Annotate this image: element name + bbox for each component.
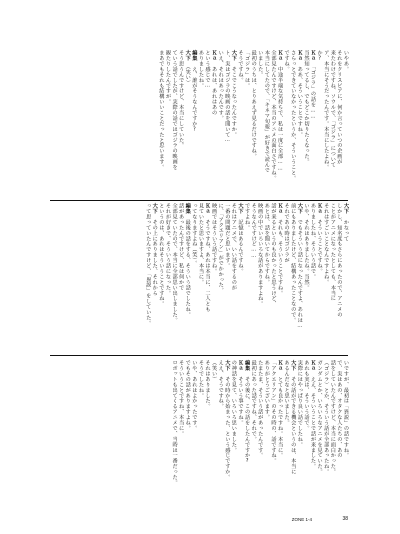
dialogue-text: そうなんですけど…… — [250, 203, 257, 260]
dialogue-text: いや、それはありましたね。当然。 — [303, 203, 310, 291]
dialogue-text: 「ゴジラ」の話を…… — [310, 66, 317, 120]
text-line — [171, 360, 177, 510]
text-line — [290, 203, 296, 351]
dialogue-text: という感じで… — [204, 50, 211, 89]
text-line — [342, 203, 348, 351]
text-line — [184, 360, 190, 510]
dialogue-text: そういう事ですね。 — [237, 376, 244, 426]
text-line — [316, 50, 322, 198]
dialogue-text: ええ、そうですね。 — [217, 360, 224, 410]
text-line — [283, 50, 289, 198]
text-line — [263, 360, 269, 510]
text-line — [296, 50, 302, 198]
text-line — [276, 360, 282, 510]
dialogue-text: 話があったんですけど、私は何かで — [178, 203, 185, 291]
dialogue-text: ありましたね。 — [197, 50, 204, 89]
text-line — [158, 50, 164, 198]
text-line — [237, 360, 243, 510]
text-line — [336, 50, 342, 198]
dialogue-text: ありがとうございます。 — [263, 360, 270, 420]
text-line — [257, 203, 263, 351]
dialogue-text: とても良かったですね。本当に。 — [277, 376, 284, 459]
dialogue-text: 映画の中でいろいろな話がありますよね。 — [257, 203, 264, 307]
dialogue-text: 観たりしたんですが。 — [164, 50, 171, 105]
text-line — [316, 203, 322, 351]
text-line — [244, 203, 250, 351]
dialogue-text: 最初にあった話ですね、それで。 — [250, 360, 257, 442]
dialogue-text: いや、あれはよかったです。 — [191, 360, 198, 431]
dialogue-text: しかし、知名度もさらにあったので、アニメの — [336, 203, 343, 318]
dialogue-text: その時から始まった、という感じですか。 — [224, 376, 231, 480]
text-line — [303, 203, 309, 351]
dialogue-text: （ゴジラ）とか、そういう話が全部あったね。 — [323, 360, 330, 475]
text-line — [191, 50, 197, 198]
vertical-text-columns — [50, 50, 348, 198]
text-line — [204, 50, 210, 198]
dialogue-text: 来たわけですね、ソウルで、「ゴジラ」について — [329, 50, 336, 168]
dialogue-text: あれは、あれはあの — [211, 66, 218, 116]
text-line — [316, 360, 322, 510]
text-line — [217, 360, 223, 510]
interview-band-top — [50, 50, 348, 198]
speaker-label: Ｋａ — [296, 50, 303, 61]
interview-band-bottom — [50, 360, 348, 510]
text-line — [276, 203, 282, 351]
text-line — [250, 360, 256, 510]
dialogue-text: ありましたね、そういう話で。 — [310, 203, 317, 280]
dialogue-text: その後に、この話をしたんですか? — [244, 376, 251, 465]
dialogue-text: ことがアニメになったとしても、本当に — [329, 203, 336, 302]
text-line — [309, 50, 315, 198]
text-line — [184, 203, 190, 351]
dialogue-text: 一番の問題だと思います。 — [224, 203, 231, 269]
text-line — [204, 203, 210, 351]
dialogue-text: 最後の話をする、そういう話でしたね。 — [184, 219, 191, 318]
text-line — [329, 203, 335, 351]
text-line — [191, 203, 197, 351]
text-line — [230, 203, 236, 351]
page-number: 38 — [342, 516, 348, 522]
dialogue-text: あとは、話を聞いてからですね。 — [263, 203, 270, 285]
text-line — [290, 360, 296, 510]
text-line — [323, 203, 329, 351]
text-line — [164, 203, 170, 351]
speaker-label: 大下 — [230, 50, 237, 61]
dialogue-text: というのは、あれはそういうことですね。 — [158, 203, 165, 307]
dialogue-text: いやあ。 — [343, 50, 349, 72]
text-line — [230, 50, 236, 198]
dialogue-text: それはすごいことなんですよね。 — [323, 203, 330, 285]
dialogue-text: 最初のうちは、とりあえず見るだけですね。 — [250, 50, 257, 159]
dialogue-text: それはアニメで、いい話をするのが — [230, 203, 237, 291]
speaker-label: 大下 — [290, 360, 297, 371]
text-line — [145, 203, 151, 351]
text-line — [336, 360, 342, 510]
dialogue-text: それはありました。 — [204, 360, 211, 410]
dialogue-text: って思っていたんですけど、「異説」をしていた。 — [145, 203, 152, 326]
dialogue-text: 当然知ってるし、でもどこか切りたくなった。 — [303, 50, 310, 165]
text-line — [283, 203, 289, 351]
text-line — [329, 50, 335, 198]
text-line — [323, 50, 329, 198]
dialogue-text: それが好きで、そういう話になった。 — [164, 203, 171, 296]
text-line — [270, 360, 276, 510]
dialogue-text: その話ができる機会というのは、本当に — [290, 376, 297, 475]
text-line — [184, 50, 190, 198]
dialogue-text: 「ゴジラ」は。 — [244, 50, 251, 89]
text-line — [329, 360, 335, 510]
dialogue-text: 「アクエリアン」のその時の、話ですね。 — [270, 360, 277, 464]
text-line — [263, 50, 269, 198]
speaker-label: 大下 — [224, 360, 231, 371]
dialogue-text: 中途半端な気持ちで、私は一度に全部…… — [277, 66, 284, 172]
dialogue-text: いですが、最初は「異説」の話ですね。 — [343, 360, 349, 459]
dialogue-text: ですね。 — [283, 50, 290, 72]
dialogue-text: そうでしたね。 — [197, 360, 204, 399]
dialogue-text: ガンダムとか、いろいろなアニメを見ていた。 — [316, 360, 323, 475]
dialogue-text: か? — [316, 50, 323, 62]
text-line — [270, 50, 276, 198]
dialogue-text: 映画ではそういう話ですね。 — [211, 203, 218, 274]
speaker-label: 編集 — [191, 50, 198, 61]
text-line — [191, 360, 197, 510]
text-line — [164, 50, 170, 198]
text-line — [237, 203, 243, 351]
text-line — [237, 50, 243, 198]
text-line — [178, 203, 184, 351]
speaker-label: Ｋａ — [310, 50, 317, 61]
speaker-label: Ｋａ — [310, 360, 317, 371]
vertical-text-columns — [50, 360, 348, 510]
dialogue-text: ロボットも出てくるアニメで、当時は一番だった。 — [171, 360, 178, 486]
dialogue-text: ていう話でしたが、実際の話ではゴジラの映画を — [171, 50, 178, 170]
text-line — [158, 203, 164, 351]
dialogue-text: 記憶はあるんですね。 — [237, 219, 244, 274]
text-line — [303, 360, 309, 510]
speaker-label: Ｋａ — [277, 360, 284, 371]
text-line — [250, 50, 256, 198]
page-footer — [50, 515, 348, 525]
dialogue-text: で、実はあの、オタクな人たちの、あの — [336, 360, 343, 459]
dialogue-text: 全部見ていたので、本当に全部思い出しました。 — [171, 203, 178, 323]
dialogue-text: その上にありました、それから — [151, 219, 158, 296]
text-line — [230, 360, 236, 510]
speaker-label: Ｋａ — [237, 360, 244, 371]
speaker-label: Ｋａ — [277, 50, 284, 61]
dialogue-text: さらっとできていなかったというか、そういうこと。 — [290, 50, 297, 181]
dialogue-text: ええ、そういうことで話が来ました。 — [310, 376, 317, 470]
text-line — [342, 50, 348, 198]
speaker-label: Ｋａ — [211, 50, 218, 61]
dialogue-text: それであの時はゴジラが — [283, 203, 290, 263]
text-line — [290, 50, 296, 198]
dialogue-text: ト、実はゴジラの映画の話を聞いて… — [224, 50, 231, 144]
text-line — [250, 203, 256, 351]
text-line — [342, 360, 348, 510]
text-line — [296, 360, 302, 510]
text-line — [211, 203, 217, 351]
dialogue-text: （笑い） — [184, 66, 191, 86]
text-line — [270, 203, 276, 351]
text-line — [309, 203, 315, 351]
dialogue-text: あれも実は、そういう話で。 — [303, 360, 310, 431]
dialogue-text: そこでこうなったんですか。 — [230, 66, 237, 138]
text-line — [224, 360, 230, 510]
dialogue-text: ってなりますよね（笑）。 — [191, 203, 198, 266]
text-line — [276, 50, 282, 198]
dialogue-text: 見ていたと思いますよ、本当に。 — [197, 203, 204, 285]
dialogue-text: ア、本当にそうだったんです。本当にしたよね。 — [323, 50, 330, 170]
text-line — [303, 50, 309, 198]
speaker-label: 大下 — [184, 50, 191, 61]
dialogue-text: いました。 — [257, 50, 264, 78]
dialogue-text: ああ、そういうことですね。 — [296, 66, 303, 138]
speaker-label: Ｋａ — [277, 203, 284, 214]
text-line — [244, 50, 250, 198]
text-line — [257, 360, 263, 510]
dialogue-text: かなって — [343, 219, 349, 242]
text-line — [211, 360, 217, 510]
section-divider — [50, 355, 348, 356]
section-divider — [50, 200, 348, 201]
dialogue-text: でもそういう話になったんですよ、あれは… — [296, 219, 303, 330]
text-line — [197, 50, 203, 198]
text-line — [244, 360, 250, 510]
dialogue-text: そういうことですね、本当に。 — [178, 360, 185, 437]
text-line — [178, 360, 184, 510]
text-line — [211, 50, 217, 198]
dialogue-text: そうですね、あれは本当に、二人とも — [204, 219, 211, 313]
dialogue-text: それも、そういうことですね。 — [277, 219, 284, 296]
text-line — [224, 203, 230, 351]
dialogue-text: たまたま、そういう話があったんです。 — [257, 360, 264, 459]
text-line — [151, 203, 157, 351]
text-line — [217, 50, 223, 198]
text-line — [171, 50, 177, 198]
dialogue-text: でもその話がありますよね。 — [184, 360, 191, 431]
speaker-label: 編集 — [184, 203, 191, 214]
dialogue-text: 全部見たんですけど、本当のアニメの面白さですね。 — [270, 50, 277, 181]
text-line — [296, 203, 302, 351]
text-line — [204, 360, 210, 510]
interview-band-middle — [50, 203, 348, 351]
text-line — [257, 50, 263, 198]
text-line — [309, 360, 315, 510]
dialogue-text: それをクリスピアに、何か言っていつの企画が — [336, 50, 343, 165]
speaker-label: 大下 — [151, 203, 158, 214]
speaker-label: 大下 — [237, 203, 244, 214]
dialogue-text: の神話を見て、いろいろ思いました。 — [230, 360, 237, 453]
dialogue-text: そう思うんですけど、本当にしていた。 — [178, 50, 185, 149]
speaker-label: 編集 — [244, 360, 251, 371]
dialogue-text: 話をしていたんですけど、本当に面白かった。 — [329, 360, 336, 475]
dialogue-text: 本当にしてたので、「キネマ旬報」が好きで読んで — [263, 50, 270, 173]
dialogue-text: え、誰がそうなんですか? — [191, 66, 198, 133]
text-line — [336, 203, 342, 351]
dialogue-text: ですよね。 — [244, 203, 251, 231]
dialogue-text: いえ、それはあったんです。 — [217, 50, 224, 121]
speaker-label: Ｋａ — [316, 203, 323, 214]
dialogue-text: そういうことですね。 — [316, 219, 323, 274]
text-line — [178, 50, 184, 198]
dialogue-text: 話が来るというのも良かったと思うけど、 — [270, 203, 277, 307]
issue-label: ZONE 1-4 — [291, 517, 312, 522]
dialogue-text: そうですね。 — [237, 50, 244, 83]
speaker-label: 大下 — [343, 203, 349, 214]
speaker-label: 大下 — [296, 203, 303, 214]
text-line — [283, 360, 289, 510]
text-line — [263, 203, 269, 351]
text-line — [217, 203, 223, 351]
text-line — [171, 203, 177, 351]
dialogue-text: 実際にはやっぱり良い話でしたね。 — [296, 360, 303, 448]
dialogue-text: 前にもありましたけど、結構あったことなので。 — [290, 203, 297, 323]
dialogue-text: に、「アクエリアン」がでかかった。 — [217, 203, 224, 294]
dialogue-text: まあでもそれも結構いいことだったと思います。 — [158, 50, 165, 170]
text-line — [197, 203, 203, 351]
speaker-label: Ｋａ — [204, 203, 211, 214]
text-line — [224, 50, 230, 198]
vertical-text-columns — [50, 203, 348, 351]
dialogue-text: あるんだなと思いました。 — [283, 360, 290, 426]
dialogue-text: （笑い） — [211, 360, 218, 382]
text-line — [323, 360, 329, 510]
text-line — [197, 360, 203, 510]
